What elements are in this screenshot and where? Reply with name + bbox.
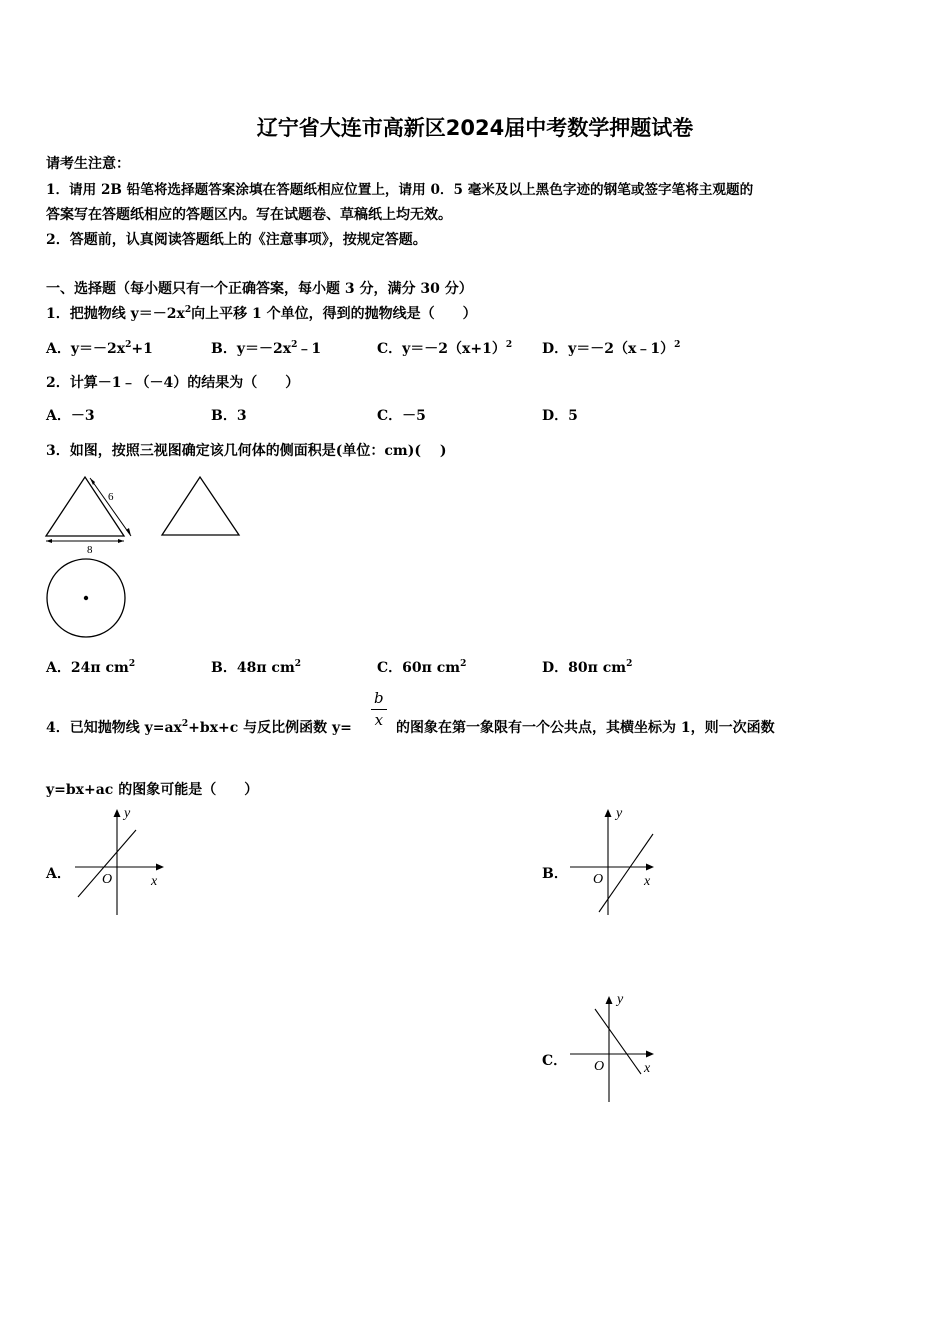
graph-option-b	[565, 805, 665, 917]
q4-option-c-label: C．	[542, 1053, 568, 1069]
graph-option-a	[70, 805, 170, 917]
x-axis-label: x	[151, 874, 158, 889]
fraction-b-over-x	[371, 689, 387, 729]
origin-label: O	[102, 872, 113, 887]
q3-option-a: A．24π $cm^2$	[46, 659, 136, 676]
three-views-top	[40, 470, 250, 560]
function-line	[599, 834, 653, 912]
q3-option-c: C．60π $cm^2$	[377, 659, 467, 676]
q3-option-b: B．48π $cm^2$	[211, 659, 302, 676]
q2-option-c: C．－5	[377, 408, 426, 424]
top-view-circle	[45, 557, 129, 641]
q4-stem-part1: 4．已知抛物线 $y=ax^2+bx+c$ 与反比例函数 y=	[46, 719, 352, 736]
q2-option-a: A．－3	[46, 408, 95, 424]
q1-option-c: C．$y=-2(x+1)^2$	[377, 340, 513, 357]
graph-option-c	[565, 992, 665, 1104]
base-dimension-label: 8	[87, 544, 93, 556]
notice-heading: 请考生注意：	[46, 156, 130, 172]
q4-option-a-label: A．	[46, 866, 71, 882]
circle-center-dot	[84, 596, 88, 600]
notice-line-2: 2．答题前，认真阅读答题纸上的《注意事项》，按规定答题。	[46, 232, 427, 248]
fraction-numerator: b	[371, 689, 387, 710]
q3-stem: 3．如图，按照三视图确定该几何体的侧面积是(单位：cm)( )	[46, 443, 447, 459]
y-axis-label: y	[124, 806, 131, 821]
origin-label: O	[593, 872, 604, 887]
x-axis-label: x	[644, 1061, 651, 1076]
page-title: 辽宁省大连市高新区2024届中考数学押题试卷	[256, 116, 694, 140]
q1-option-b: B．$y=-2x^2﹣1$	[211, 340, 322, 357]
q4-stem-part2: 的图象在第一象限有一个公共点，其横坐标为 1，则一次函数	[396, 720, 775, 736]
q2-option-d: D．5	[542, 408, 578, 424]
q3-option-d: D．80π $cm^2$	[542, 659, 633, 676]
q2-stem: 2．计算－1﹣（－4）的结果为（ ）	[46, 375, 300, 391]
q1-stem: 1．把抛物线 $y=-2x^2$向上平移 1 个单位，得到的抛物线是（ ）	[46, 305, 477, 322]
y-axis-label: y	[617, 992, 624, 1007]
notice-line-1a: 1．请用 2B 铅笔将选择题答案涂填在答题纸相应位置上，请用 0．5 毫米及以上黑色字迹的钢笔或签字笔将主观题的	[46, 182, 754, 198]
y-axis-label: y	[616, 806, 623, 821]
slant-dimension-label: 6	[108, 491, 114, 503]
section-heading: 一、选择题（每小题只有一个正确答案，每小题 3 分，满分 30 分）	[46, 281, 473, 297]
slant-dimension-line	[90, 478, 131, 536]
q1-option-d: D．y＝－2（x﹣1）$^2$	[542, 340, 681, 357]
q4-stem-line2: y=bx+ac 的图象可能是（ ）	[46, 782, 259, 798]
x-axis-label: x	[644, 874, 651, 889]
side-view-triangle	[162, 477, 239, 535]
q4-option-b-label: B．	[542, 866, 568, 882]
q1-option-a: A．$y=-2x^2+1$	[46, 340, 153, 357]
notice-line-1b: 答案写在答题纸相应的答题区内。写在试题卷、草稿纸上均无效。	[46, 207, 452, 223]
fraction-denominator: x	[374, 711, 384, 729]
q2-option-b: B．3	[211, 408, 247, 424]
front-view-triangle	[46, 477, 124, 536]
origin-label: O	[594, 1059, 605, 1074]
